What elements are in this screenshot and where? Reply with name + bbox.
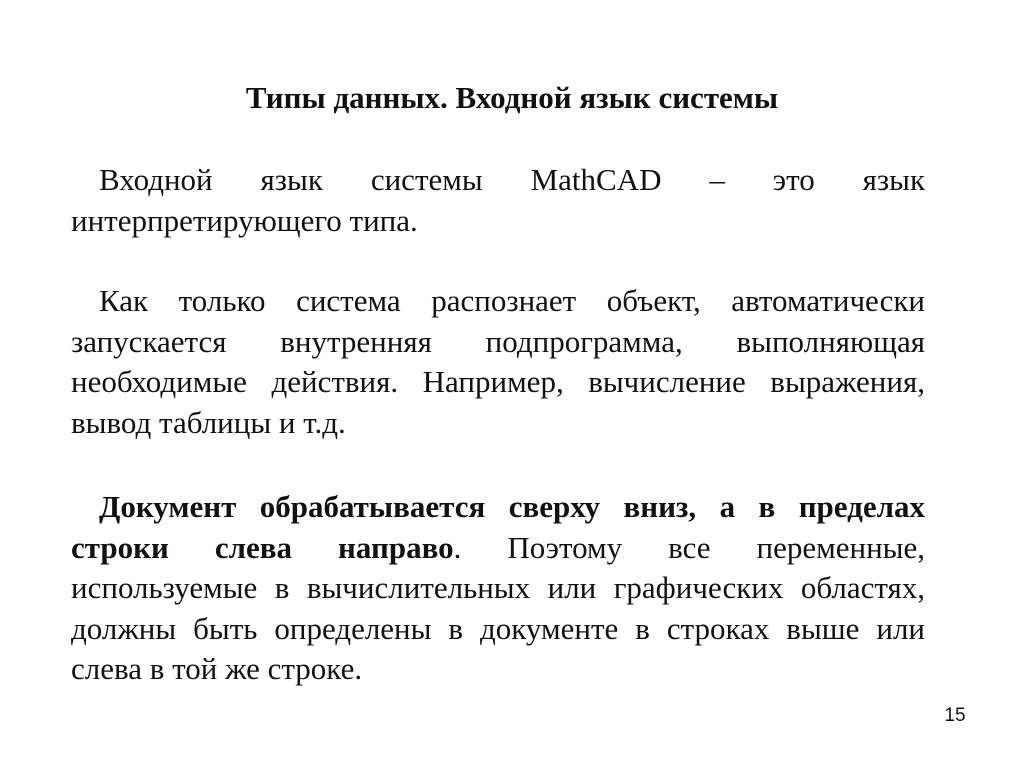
paragraph-document-processing [71, 487, 925, 690]
page-number: 15 [944, 705, 966, 726]
paragraph-input-language: Входной язык системы MathCAD – это язык интерпретирующего типа. [71, 162, 925, 238]
slide-title: Типы данных. Входной язык системы [245, 80, 779, 115]
processing-order-emphasis: Документ обрабатывается сверху вниз, а в пределах строки слева направо [71, 489, 925, 565]
paragraph-object-recognition: Как только система распознает объект, автоматически запускается внутренняя подпрограмма, выполняющая необходимые действия. Например, вычисление выражения, вывод таблицы и т.д. [71, 283, 925, 440]
processing-order-rest: . Поэтому все переменные, используемые в вычислительных или графических областях, должны быть определены в документе в строках выше или слева в той же строке. [71, 529, 925, 686]
